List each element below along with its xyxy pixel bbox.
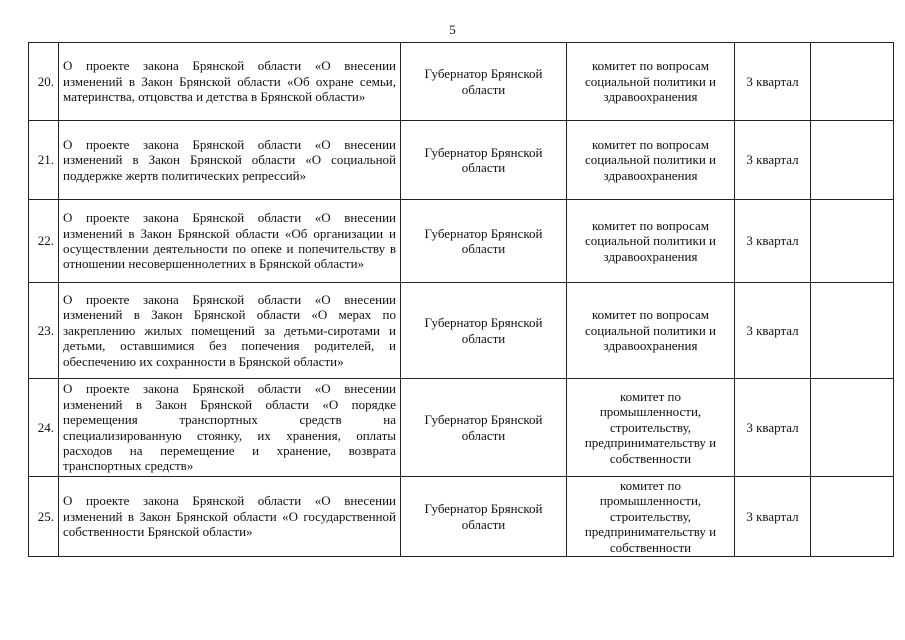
initiator: Губернатор Брянской области — [401, 477, 567, 557]
term: 3 квартал — [735, 477, 811, 557]
table-row — [29, 43, 894, 121]
term: 3 квартал — [735, 121, 811, 200]
responsible-committee: комитет по вопросам социальной политики и здравоохранения — [567, 121, 735, 200]
term: 3 квартал — [735, 379, 811, 477]
initiator: Губернатор Брянской области — [401, 43, 567, 121]
note-cell — [811, 477, 894, 557]
row-number: 23. — [29, 283, 59, 379]
bill-title: О проекте закона Брянской области «О внесении изменений в Закон Брянской области «Об организации и осуществлении деятельности по опеке и попечительству в отношении несовершеннолетних в Брянской области» — [59, 200, 401, 283]
initiator: Губернатор Брянской области — [401, 379, 567, 477]
table-row — [29, 121, 894, 200]
row-number: 22. — [29, 200, 59, 283]
page-number: 5 — [449, 22, 456, 37]
responsible-committee: комитет по вопросам социальной политики и здравоохранения — [567, 200, 735, 283]
responsible-committee: комитет по промышленности, строительству, предпринимательству и собственности — [567, 477, 735, 557]
term: 3 квартал — [735, 43, 811, 121]
row-number: 24. — [29, 379, 59, 477]
table-row — [29, 379, 894, 477]
bill-title: О проекте закона Брянской области «О внесении изменений в Закон Брянской области «О государственной собственности Брянской области» — [59, 477, 401, 557]
initiator: Губернатор Брянской области — [401, 121, 567, 200]
bill-title: О проекте закона Брянской области «О внесении изменений в Закон Брянской области «Об охране семьи, материнства, отцовства и детства в Брянской области» — [59, 43, 401, 121]
table-row — [29, 477, 894, 557]
table-row — [29, 200, 894, 283]
initiator: Губернатор Брянской области — [401, 200, 567, 283]
term: 3 квартал — [735, 283, 811, 379]
table-row — [29, 283, 894, 379]
responsible-committee: комитет по промышленности, строительству, предпринимательству и собственности — [567, 379, 735, 477]
bill-title: О проекте закона Брянской области «О внесении изменений в Закон Брянской области «О мерах по закреплению жилых помещений за детьми-сиротами и детьми, оставшимися без попечения родителей, и обеспечению их сохранности в Брянской области» — [59, 283, 401, 379]
legislative-plan-table — [28, 42, 894, 557]
note-cell — [811, 43, 894, 121]
term: 3 квартал — [735, 200, 811, 283]
row-number: 21. — [29, 121, 59, 200]
row-number: 20. — [29, 43, 59, 121]
responsible-committee: комитет по вопросам социальной политики и здравоохранения — [567, 283, 735, 379]
note-cell — [811, 200, 894, 283]
initiator: Губернатор Брянской области — [401, 283, 567, 379]
row-number: 25. — [29, 477, 59, 557]
bill-title: О проекте закона Брянской области «О внесении изменений в Закон Брянской области «О порядке перемещения транспортных средств на специализированную стоянку, их хранения, оплаты расходов на перемещение и хранение, возврата транспортных средств» — [59, 379, 401, 477]
responsible-committee: комитет по вопросам социальной политики и здравоохранения — [567, 43, 735, 121]
bill-title: О проекте закона Брянской области «О внесении изменений в Закон Брянской области «О социальной поддержке жертв политических репрессий» — [59, 121, 401, 200]
note-cell — [811, 379, 894, 477]
note-cell — [811, 283, 894, 379]
note-cell — [811, 121, 894, 200]
